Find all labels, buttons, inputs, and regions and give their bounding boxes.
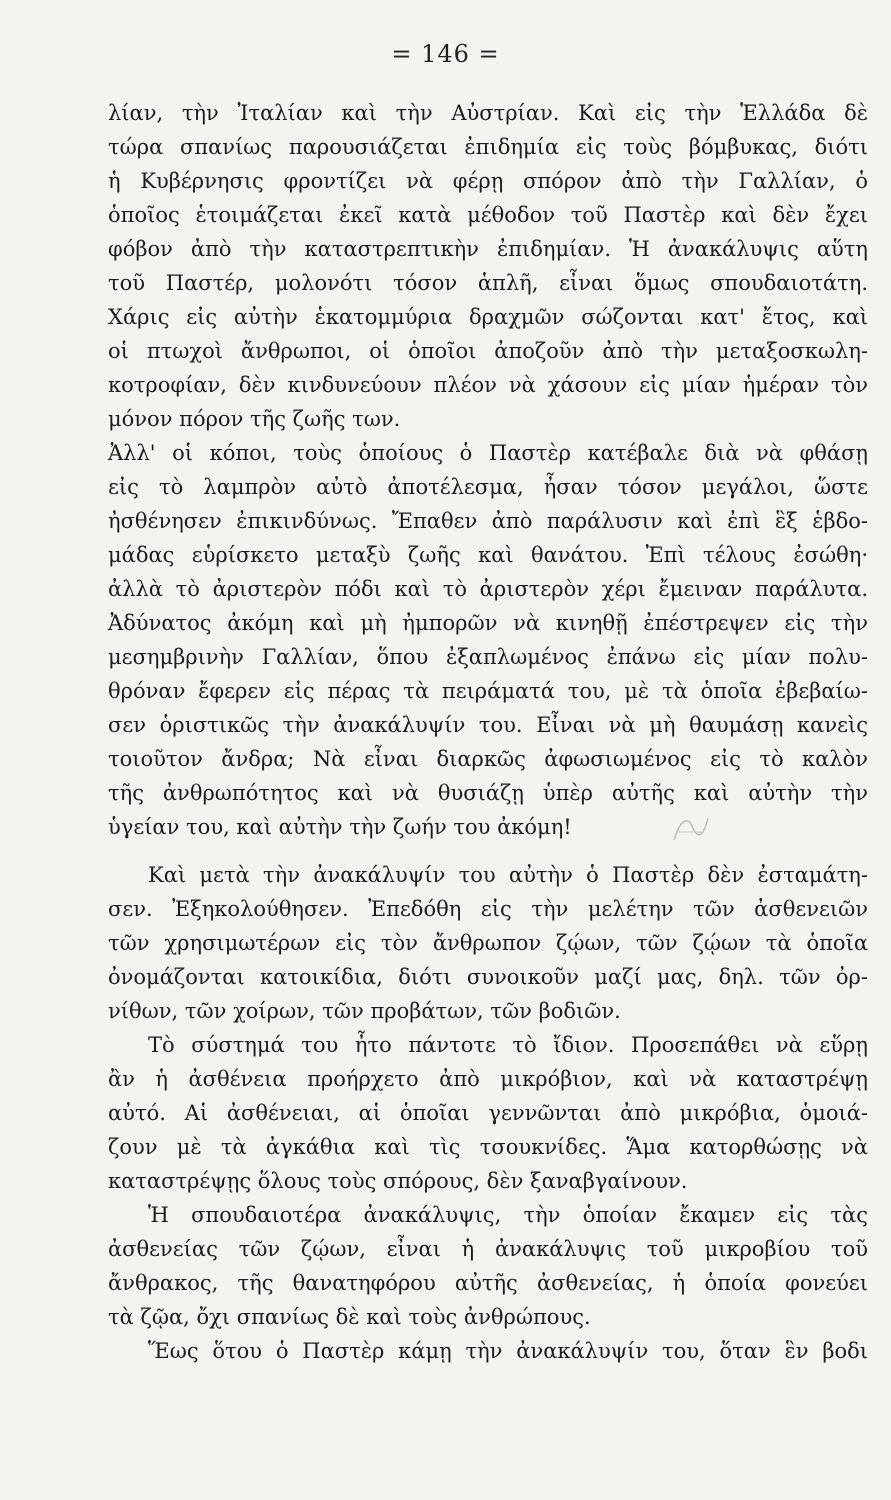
text-line: τῆς ἀνθρωπότητος καὶ νὰ θυσιάζῃ ὑπὲρ αὐτῆς καὶ αὐτὴν τὴν — [108, 781, 868, 805]
text-line: Τὸ σύστημά του ἦτο πάντοτε τὸ ἴδιον. Προσεπάθει νὰ εὕρῃ — [148, 1033, 868, 1057]
paragraph-3 — [108, 858, 868, 1028]
text-line: λίαν, τὴν Ἰταλίαν καὶ τὴν Αὐστρίαν. Καὶ εἰς τὴν Ἑλλάδα δὲ — [108, 101, 868, 125]
text-line: οἱ πτωχοὶ ἄνθρωποι, οἱ ὁποῖοι ἀποζοῦν ἀπὸ τὴν μεταξοσκωλη- — [108, 339, 868, 363]
text-line: Χάρις εἰς αὐτὴν ἑκατομμύρια δραχμῶν σώζονται κατ' ἔτος, καὶ — [108, 305, 868, 329]
text-line: Ἕως ὅτου ὁ Παστὲρ κάμῃ τὴν ἀνακάλυψίν του, ὅταν ἓν βοδι — [148, 1339, 868, 1363]
text-line: σεν. Ἐξηκολούθησεν. Ἐπεδόθη εἰς τὴν μελέτην τῶν ἀσθενειῶν — [108, 897, 868, 921]
text-line: καταστρέψῃς ὅλους τοὺς σπόρους, δὲν ξαναβγαίνουν. — [108, 1169, 688, 1193]
text-line: τῶν χρησιμωτέρων εἰς τὸν ἄνθρωπον ζῴων, τῶν ζῴων τὰ ὁποῖα — [108, 931, 868, 955]
text-line: τοιοῦτον ἄνδρα; Νὰ εἶναι διαρκῶς ἀφωσιωμένος εἰς τὸ καλὸν — [108, 747, 868, 771]
text-line: μόνον πόρον τῆς ζωῆς των. — [108, 407, 401, 431]
text-line: μάδας εὑρίσκετο μεταξὺ ζωῆς καὶ θανάτου. Ἐπὶ τέλους ἐσώθη· — [108, 543, 868, 567]
text-line: Ἀδύνατος ἀκόμη καὶ μὴ ἠμπορῶν νὰ κινηθῇ ἐπέστρεψεν εἰς τὴν — [108, 611, 868, 635]
text-line: ὑγείαν του, καὶ αὐτὴν τὴν ζωήν του ἀκόμη! — [108, 815, 572, 839]
text-line: Ἡ σπουδαιοτέρα ἀνακάλυψις, τὴν ὁποίαν ἔκαμεν εἰς τὰς — [148, 1203, 868, 1227]
text-line: νίθων, τῶν χοίρων, τῶν προβάτων, τῶν βοδιῶν. — [108, 999, 621, 1023]
text-line: ἂν ἡ ἀσθένεια προήρχετο ἀπὸ μικρόβιον, καὶ νὰ καταστρέψῃ — [108, 1067, 868, 1091]
text-line: Ἀλλ' οἱ κόποι, τοὺς ὁποίους ὁ Παστὲρ κατέβαλε διὰ νὰ φθάσῃ — [108, 441, 868, 465]
paragraph-2 — [108, 436, 868, 844]
text-line: ζουν μὲ τὰ ἀγκάθια καὶ τὶς τσουκνίδες. Ἅμα κατορθώσῃς νὰ — [108, 1135, 868, 1159]
text-line: τοῦ Παστέρ, μολονότι τόσον ἁπλῆ, εἶναι ὅμως σπουδαιοτάτη. — [108, 271, 868, 295]
text-line: θρόναν ἔφερεν εἰς πέρας τὰ πειράματά του, μὲ τὰ ὁποῖα ἐβεβαίω- — [108, 679, 868, 703]
text-line: εἰς τὸ λαμπρὸν αὐτὸ ἀποτέλεσμα, ἦσαν τόσον μεγάλοι, ὥστε — [108, 475, 868, 499]
paragraph-6 — [108, 1334, 868, 1368]
paragraph-4 — [108, 1028, 868, 1198]
text-line: τώρα σπανίως παρουσιάζεται ἐπιδημία εἰς τοὺς βόμβυκας, διότι — [108, 135, 868, 159]
text-line: ἀσθενείας τῶν ζῴων, εἶναι ἡ ἀνακάλυψις τοῦ μικροβίου τοῦ — [108, 1237, 868, 1261]
paragraph-1 — [108, 96, 868, 436]
library-stamp-mark — [668, 812, 714, 846]
text-line: μεσημβρινὴν Γαλλίαν, ὅπου ἐξαπλωμένος ἐπάνω εἰς μίαν πολυ- — [108, 645, 868, 669]
text-line: ἄνθρακος, τῆς θανατηφόρου αὐτῆς ἀσθενείας, ἡ ὁποία φονεύει — [108, 1271, 868, 1295]
text-line: ὀνομάζονται κατοικίδια, διότι συνοικοῦν μαζί μας, δηλ. τῶν ὀρ- — [108, 965, 868, 989]
text-line: αὐτό. Αἱ ἀσθένειαι, αἱ ὁποῖαι γεννῶνται ἀπὸ μικρόβια, ὁμοιά- — [108, 1101, 868, 1125]
text-line: σεν ὁριστικῶς τὴν ἀνακάλυψίν του. Εἶναι νὰ μὴ θαυμάσῃ κανεὶς — [108, 713, 868, 737]
text-line: ὁποῖος ἑτοιμάζεται ἐκεῖ κατὰ μέθοδον τοῦ Παστὲρ καὶ δὲν ἔχει — [108, 203, 868, 227]
text-line: ἡ Κυβέρνησις φροντίζει νὰ φέρῃ σπόρον ἀπὸ τὴν Γαλλίαν, ὁ — [108, 169, 868, 193]
text-line: φόβον ἀπὸ τὴν καταστρεπτικὴν ἐπιδημίαν. Ἡ ἀνακάλυψις αὕτη — [108, 237, 868, 261]
body-text — [108, 96, 868, 1368]
text-line: ἀλλὰ τὸ ἀριστερὸν πόδι καὶ τὸ ἀριστερὸν χέρι ἔμειναν παράλυτα. — [108, 577, 868, 601]
text-line: κοτροφίαν, δὲν κινδυνεύουν πλέον νὰ χάσουν εἰς μίαν ἡμέραν τὸν — [108, 373, 868, 397]
page-number: = 146 = — [391, 40, 500, 68]
text-line: ἠσθένησεν ἐπικινδύνως. Ἔπαθεν ἀπὸ παράλυσιν καὶ ἐπὶ ἓξ ἑβδο- — [108, 509, 868, 533]
paragraph-5 — [108, 1198, 868, 1334]
text-line: Καὶ μετὰ τὴν ἀνακάλυψίν του αὐτὴν ὁ Παστὲρ δὲν ἐσταμάτη- — [148, 863, 868, 887]
text-line: τὰ ζῷα, ὄχι σπανίως δὲ καὶ τοὺς ἀνθρώπους. — [108, 1305, 591, 1329]
